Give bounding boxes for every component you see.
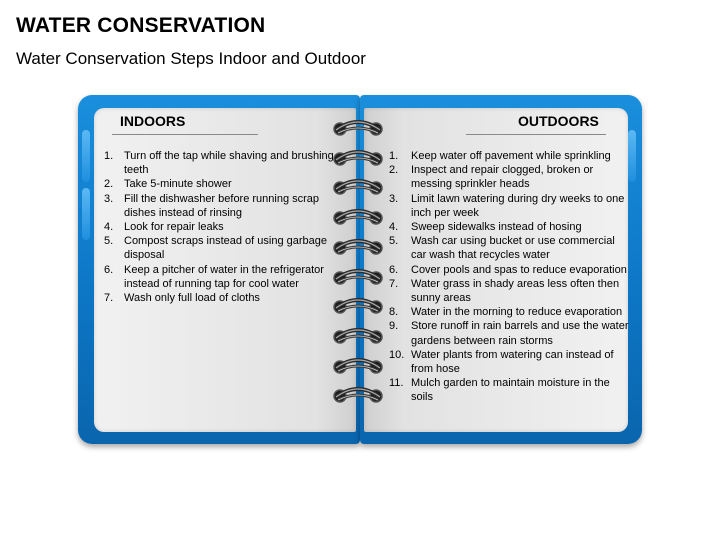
spiral-ring-icon — [330, 118, 386, 140]
list-item: 5. Wash car using bucket or use commercial car wash that recycles water — [389, 235, 615, 262]
list-item: 6. Keep a pitcher of water in the refrigerator instead of running tap for cool water — [104, 263, 324, 290]
list-item-text: Look for repair leaks — [124, 221, 224, 234]
list-item-text: Limit lawn watering during dry weeks to one inch per week — [411, 192, 625, 219]
spiral-ring-icon — [330, 267, 386, 289]
outdoors-heading: OUTDOORS — [518, 113, 599, 129]
list-item: 10. Water plants from watering can instead of from hose — [389, 348, 614, 376]
list-item: 7. Water grass in shady areas less often then sunny areas — [389, 277, 620, 305]
list-item-text: Wash car using bucket or use commercial car wash that recycles water — [411, 235, 615, 262]
list-item-text: Mulch garden to maintain moisture in the soils — [411, 377, 610, 404]
spiral-ring-icon — [330, 177, 386, 199]
list-item: 3. Fill the dishwasher before running scrap dishes instead of rinsing — [104, 192, 320, 219]
list-item: 2. Inspect and repair clogged, broken or messing sprinkler heads — [389, 164, 594, 191]
list-item: 8. Water in the morning to reduce evaporation — [389, 306, 623, 319]
list-item: 3. Limit lawn watering during dry weeks to one inch per week — [389, 192, 625, 219]
list-item: 1. Keep water off pavement while sprinkling — [389, 150, 611, 162]
cover-tab — [82, 130, 90, 182]
list-item-text: Water plants from watering can instead of from hose — [411, 348, 614, 376]
outdoors-list — [389, 149, 629, 405]
list-item: 4. Look for repair leaks — [104, 221, 224, 234]
spiral-ring-icon — [330, 326, 386, 348]
list-item-text: Cover pools and spas to reduce evaporation — [411, 263, 627, 276]
list-item: 6. Cover pools and spas to reduce evaporation — [389, 263, 627, 276]
list-item: 7. Wash only full load of cloths — [104, 292, 260, 305]
list-item: 11. Mulch garden to maintain moisture in the soils — [389, 377, 610, 404]
list-item-text: Wash only full load of cloths — [124, 292, 260, 305]
list-item-text: Take 5-minute shower — [124, 178, 232, 191]
spiral-ring-icon — [330, 356, 386, 378]
list-item-text: Keep water off pavement while sprinkling — [411, 150, 611, 162]
list-item-text: Inspect and repair clogged, broken or messing sprinkler heads — [411, 164, 594, 191]
spiral-ring-icon — [330, 237, 386, 259]
cover-tab — [82, 188, 90, 240]
indoors-heading: INDOORS — [120, 113, 186, 129]
indoors-divider — [112, 134, 258, 135]
list-item: 4. Sweep sidewalks instead of hosing — [389, 221, 582, 234]
spiral-ring-icon — [330, 385, 386, 407]
list-item-text: Fill the dishwasher before running scrap dishes instead of rinsing — [124, 192, 320, 219]
indoors-list — [104, 149, 340, 305]
list-item: 1. Turn off the tap while shaving and brushing teeth — [104, 150, 334, 177]
list-item: 9. Store runoff in rain barrels and use the water gardens between rain storms — [389, 320, 629, 347]
list-item-text: Turn off the tap while shaving and brushing teeth — [124, 150, 334, 177]
list-item: 2. Take 5-minute shower — [104, 178, 232, 191]
list-item: 5. Compost scraps instead of using garbage disposal — [104, 235, 328, 262]
page-subtitle: Water Conservation Steps Indoor and Outdoor — [16, 49, 366, 68]
list-item-text: Water in the morning to reduce evaporation — [411, 306, 623, 319]
list-item-text: Water grass in shady areas less often then sunny areas — [411, 277, 620, 305]
spiral-binding — [330, 118, 386, 418]
list-item-text: Sweep sidewalks instead of hosing — [411, 221, 582, 234]
spiral-ring-icon — [330, 148, 386, 170]
list-item-text: Compost scraps instead of using garbage disposal — [124, 235, 328, 262]
list-item-text: Store runoff in rain barrels and use the water gardens between rain storms — [411, 320, 629, 347]
cover-tab — [628, 130, 636, 182]
outdoors-divider — [466, 134, 606, 135]
spiral-ring-icon — [330, 296, 386, 318]
list-item-text: Keep a pitcher of water in the refrigerator instead of running tap for cool water — [124, 263, 324, 290]
page-title: WATER CONSERVATION — [16, 14, 266, 37]
spiral-ring-icon — [330, 207, 386, 229]
